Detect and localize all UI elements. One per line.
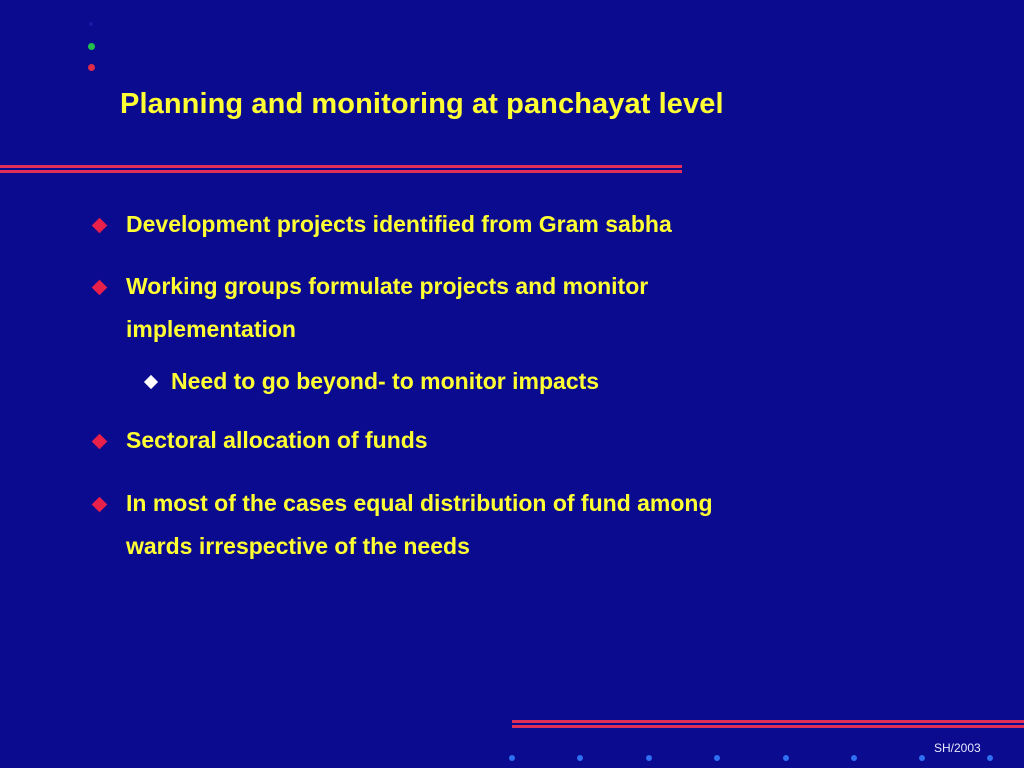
bullet-text: In most of the cases equal distribution of fund among: [126, 490, 713, 516]
bullet-text: Working groups formulate projects and monitor: [126, 273, 649, 299]
sub-bullet-marker: [144, 375, 158, 389]
footer-dot: [783, 755, 789, 761]
footer-dot: [987, 755, 993, 761]
title-divider: [0, 165, 682, 173]
bullet-marker: [92, 218, 108, 234]
bullet-text-continued: wards irrespective of the needs: [126, 533, 470, 559]
bullet-marker: [92, 280, 108, 296]
footer-dot: [714, 755, 720, 761]
bullet-text: Development projects identified from Gram sabha: [126, 211, 672, 237]
footer-dot: [577, 755, 583, 761]
bullet-marker: [92, 497, 108, 513]
decor-dot-red: [88, 64, 95, 71]
footer-dot: [509, 755, 515, 761]
footer-dot: [851, 755, 857, 761]
footer-dot: [919, 755, 925, 761]
bullet-text: Sectoral allocation of funds: [126, 427, 428, 453]
footer-divider: [512, 720, 1024, 728]
sub-bullet-text: Need to go beyond- to monitor impacts: [171, 368, 600, 394]
footer-dot-row: [0, 755, 1024, 763]
decor-dot-green: [88, 43, 95, 50]
footer-label: SH/2003: [934, 741, 981, 755]
bullet-marker: [92, 434, 108, 450]
bullet-text-continued: implementation: [126, 316, 296, 342]
decor-dot-top: [89, 22, 93, 26]
footer-dot: [646, 755, 652, 761]
slide-title: Planning and monitoring at panchayat level: [120, 88, 724, 120]
